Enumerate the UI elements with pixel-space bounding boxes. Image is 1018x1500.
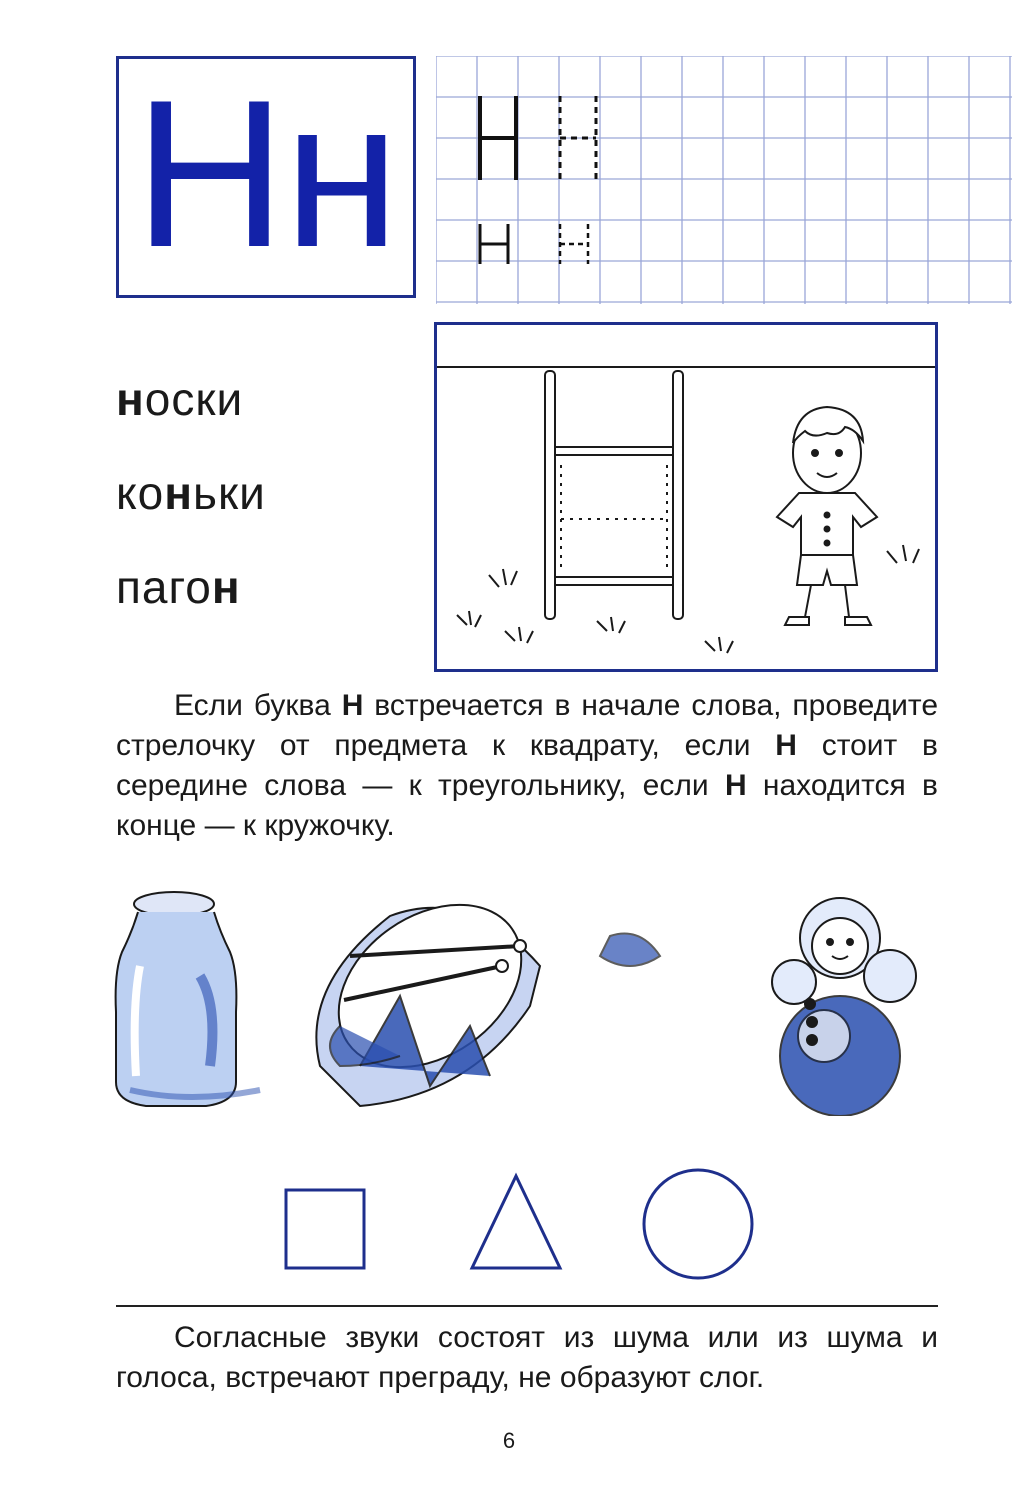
letter-ladder-illustration	[437, 325, 935, 669]
circle-target[interactable]	[644, 1170, 752, 1278]
objects-row	[110, 876, 940, 1116]
triangle-target[interactable]	[472, 1176, 560, 1268]
instruction-text: Если буква	[174, 689, 342, 722]
word-part: ко	[116, 467, 165, 519]
big-letter: Нн	[134, 56, 398, 291]
sample-lower-letter	[480, 224, 508, 264]
writing-grid	[436, 56, 1012, 304]
instruction-letter: Н	[775, 729, 797, 762]
word-noski	[116, 372, 243, 426]
highlighted-letter: н	[164, 467, 194, 519]
instruction-text: стоит в середине слова — к треугольнику, если	[116, 729, 938, 802]
answer-shapes	[280, 1160, 760, 1290]
instruction-letter: Н	[341, 689, 364, 722]
jar-illustration	[116, 892, 260, 1106]
divider-line	[116, 1305, 938, 1307]
grid-lines	[436, 56, 1012, 304]
instruction-letter: Н	[724, 769, 747, 802]
instruction-text: находится в конце — к кружочку.	[116, 769, 938, 842]
boy-illustration	[777, 407, 877, 625]
sample-upper-letter	[480, 96, 516, 180]
trace-lower-letter	[560, 224, 588, 264]
word-vagon	[116, 560, 241, 614]
ladder-letter-shape	[545, 371, 683, 619]
drum-illustration	[308, 876, 660, 1106]
rule-paragraph	[116, 1318, 938, 1398]
word-konki	[116, 466, 266, 520]
highlighted-letter: н	[116, 373, 145, 425]
word-part: оски	[144, 373, 244, 425]
letter-card	[116, 56, 416, 298]
page-number: 6	[502, 1428, 516, 1453]
rule-text: Согласные звуки состоят из шума или из шума и голоса, встречают преграду, не образуют слог.	[116, 1321, 938, 1394]
roly-poly-doll-illustration	[772, 898, 916, 1116]
instruction-text: встречается в начале слова, проведите стрелочку от предмета к квадрату, если	[116, 689, 939, 762]
word-part: ьки	[193, 467, 266, 519]
picture-frame	[434, 322, 938, 672]
highlighted-letter: н	[211, 561, 241, 613]
instruction-paragraph	[116, 686, 938, 846]
word-part: паго	[116, 561, 212, 613]
square-target[interactable]	[286, 1190, 364, 1268]
